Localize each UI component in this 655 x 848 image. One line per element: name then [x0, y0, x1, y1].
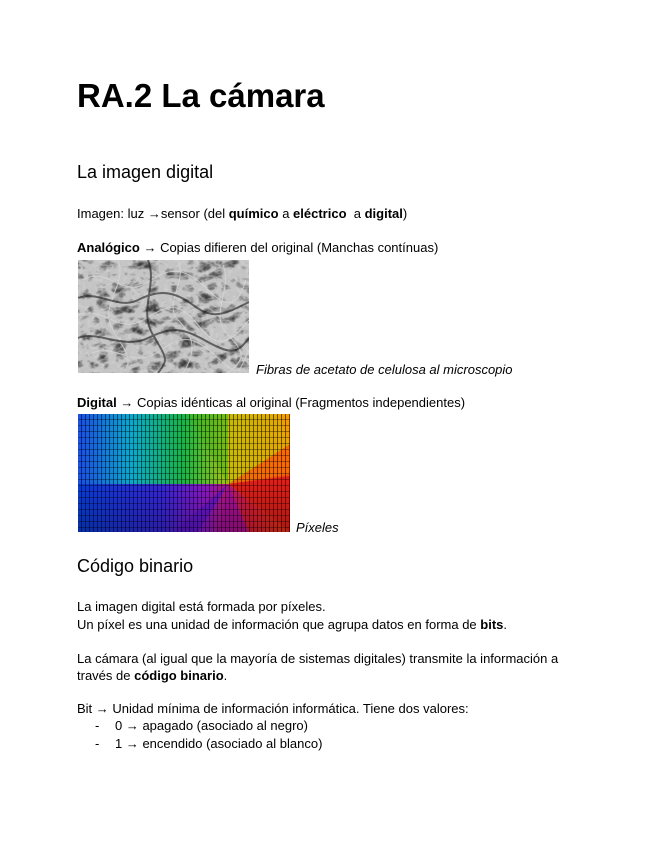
list-item: [95, 717, 322, 735]
pixel-grid-svg: [78, 414, 290, 532]
analogico-text: → Copias difieren del original (Manchas contínuas): [139, 240, 439, 255]
para2-line2-prefix: través de: [77, 668, 135, 683]
analogico-line: [77, 239, 438, 257]
codigo-binario-bold: código binario: [134, 668, 224, 683]
para2-line1: La cámara (al igual que la mayoría de sistemas digitales) transmite la información a: [77, 651, 559, 666]
digital-line: [77, 394, 465, 412]
imagen-suffix: ): [402, 206, 408, 221]
imagen-line: [77, 205, 407, 223]
bit-value-1: 1 → encendido (asociado al blanco): [115, 736, 323, 751]
analogico-label: Analógico: [77, 240, 140, 255]
digital-bold: digital: [364, 206, 403, 221]
bit-value-0: 0 → apagado (asociado al negro): [115, 718, 308, 733]
heading-codigo-binario: Código binario: [77, 556, 194, 576]
imagen-mid1: a: [278, 206, 294, 221]
list-item: [95, 735, 322, 753]
para1-line1: La imagen digital está formada por píxeles.: [77, 599, 326, 614]
electrico-bold: eléctrico: [293, 206, 347, 221]
list-dash: -: [95, 718, 100, 733]
imagen-mid2: a: [346, 206, 365, 221]
para1-line2-prefix: Un píxel es una unidad de información que agrupa datos en forma de: [77, 617, 481, 632]
fibras-caption: Fibras de acetato de celulosa al microscopio: [256, 362, 513, 377]
pixel-color-wheel-image: [78, 414, 290, 532]
bits-bold: bits: [480, 617, 504, 632]
page-title: RA.2 La cámara: [77, 77, 325, 114]
digital-label: Digital: [77, 395, 117, 410]
imagen-prefix: Imagen: luz →sensor (del: [77, 206, 229, 221]
fiber-texture-svg: [78, 260, 249, 373]
quimico-bold: químico: [228, 206, 279, 221]
para2-line2-suffix: .: [223, 668, 228, 683]
para2-line2: [77, 667, 227, 685]
pixeles-caption: Píxeles: [296, 520, 339, 535]
list-dash: -: [95, 736, 100, 751]
para1-line2-suffix: .: [503, 617, 508, 632]
heading-imagen-digital: La imagen digital: [77, 162, 214, 182]
digital-text: → Copias idénticas al original (Fragmentos independientes): [116, 395, 466, 410]
bit-values-list: [95, 717, 322, 753]
bit-definition: Bit → Unidad mínima de información informática. Tiene dos valores:: [77, 701, 469, 716]
para1-line2: [77, 616, 507, 634]
fiber-microscope-image: [78, 260, 249, 373]
